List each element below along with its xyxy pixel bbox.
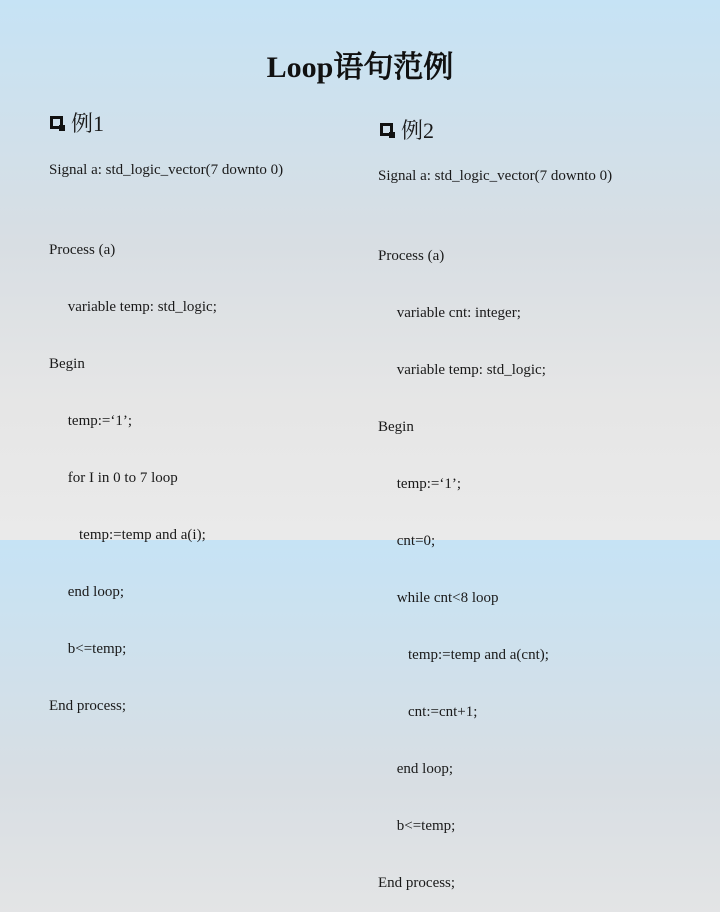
example-2-heading xyxy=(380,114,434,145)
code-line: End process; xyxy=(378,875,456,891)
example-1-label: 例1 xyxy=(71,111,105,136)
example-1-signal-declaration: Signal a: std_logic_vector(7 downto 0) xyxy=(49,162,284,178)
example-1-code-block xyxy=(49,205,217,735)
code-line: Begin xyxy=(378,419,414,435)
slide-title: Loop语句范例 xyxy=(266,51,454,84)
code-line: end loop; xyxy=(49,584,124,600)
code-line: temp:=temp and a(cnt); xyxy=(378,647,549,663)
example-2-label: 例2 xyxy=(401,118,435,143)
code-line: Process (a) xyxy=(378,248,445,264)
code-line: Begin xyxy=(49,356,85,372)
code-line: b<=temp; xyxy=(378,818,456,834)
example-2-code-block xyxy=(378,211,549,912)
square-bullet-icon xyxy=(380,123,393,136)
code-line: temp:=temp and a(i); xyxy=(49,527,206,543)
code-line: for I in 0 to 7 loop xyxy=(49,470,178,486)
square-bullet-icon xyxy=(50,116,63,129)
code-line: variable temp: std_logic; xyxy=(378,362,546,378)
example-2-signal-declaration: Signal a: std_logic_vector(7 downto 0) xyxy=(378,168,613,184)
code-line: End process; xyxy=(49,698,127,714)
code-line: end loop; xyxy=(378,761,453,777)
code-line: temp:=‘1’; xyxy=(49,413,133,429)
code-line: variable temp: std_logic; xyxy=(49,299,217,315)
code-line: variable cnt: integer; xyxy=(378,305,521,321)
code-line: cnt=0; xyxy=(378,533,436,549)
code-line: while cnt<8 loop xyxy=(378,590,499,606)
code-line: Process (a) xyxy=(49,242,116,258)
example-1-heading xyxy=(50,107,104,138)
code-line: b<=temp; xyxy=(49,641,127,657)
code-line: temp:=‘1’; xyxy=(378,476,462,492)
code-line: cnt:=cnt+1; xyxy=(378,704,478,720)
